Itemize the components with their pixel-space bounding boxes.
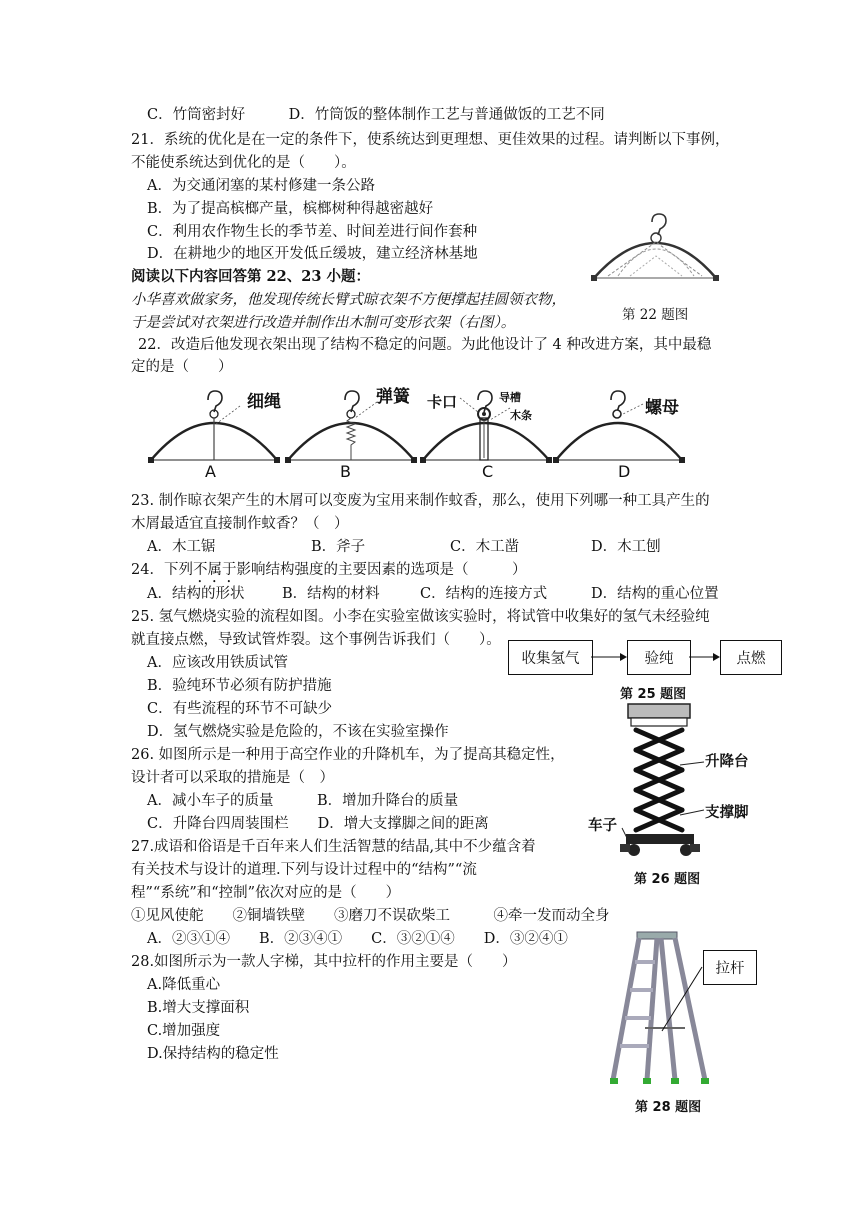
q22-stem-1: 22．改造后他发现衣架出现了结构不稳定的问题。为此他设计了 4 种改进方案，其中最稳: [138, 337, 712, 353]
q28-option-c: C.增加强度: [147, 1023, 221, 1039]
hanger-c-letter: C: [482, 462, 494, 481]
q24-option-d: D．结构的重心位置: [591, 586, 719, 602]
q21-option-a: A．为交通闭塞的某村修建一条公路: [147, 178, 375, 194]
q23-option-a: A．木工锯: [147, 539, 216, 555]
q24-option-a: A．结构的形状: [147, 586, 245, 602]
q21-stem-1: 21．系统的优化是在一定的条件下，使系统达到更理想、更佳效果的过程。请判断以下事例，: [131, 132, 730, 148]
q22-stem-2: 定的是（ ）: [131, 359, 233, 375]
q23-stem-1: 23. 制作晾衣架产生的木屑可以变废为宝用来制作蚊香，那么，使用下列哪一种工具产生的: [131, 493, 710, 509]
intro-line-1: 小华喜欢做家务，他发现传统长臂式晾衣架不方便撑起挂圆领衣物，: [131, 292, 566, 308]
q25-option-a: A．应该改用铁质试管: [147, 655, 288, 671]
q25-option-b: B．验纯环节必须有防护措施: [147, 678, 332, 694]
flow-step-verify: 验纯: [627, 640, 691, 675]
q25-stem-1: 25. 氢气燃烧实验的流程如图。小李在实验室做该实验时，将试管中收集好的氢气未经验纯: [131, 609, 710, 625]
q27-stem-3: 程”“系统”和“控制”依次对应的是（ ）: [131, 885, 401, 901]
q25-stem-2: 就直接点燃，导致试管炸裂。这个事例告诉我们（ ）。: [131, 632, 501, 648]
q27-options: A．②③①④ B．②③④① C．③②①④ D．③②④①: [147, 931, 568, 947]
q24-option-b: B．结构的材料: [282, 586, 380, 602]
flow-step-ignite: 点燃: [720, 640, 782, 675]
fig26-label-car: 车子: [588, 818, 617, 834]
q24-option-c: C．结构的连接方式: [420, 586, 548, 602]
q27-stem-2: 有关技术与设计的道理.下列与设计过程中的“结构”“流: [131, 862, 477, 878]
q23-option-b: B．斧子: [311, 539, 366, 555]
q28-option-b: B.增大支撑面积: [147, 1000, 250, 1016]
hanger-d-letter: D: [618, 462, 631, 481]
hanger-c-label-clip: 卡口: [427, 393, 458, 411]
q23-stem-2: 木屑最适宜直接制作蚊香？（ ）: [131, 516, 349, 532]
hanger-b-letter: B: [340, 462, 351, 481]
hanger-a-label: 细绳: [247, 392, 281, 412]
q21-stem-2: 不能使系统达到优化的是（ ）。: [131, 155, 356, 171]
flow-arrows: [591, 650, 721, 664]
q27-stem-1: 27.成语和俗语是千百年来人们生活智慧的结晶,其中不少蕴含着: [131, 839, 536, 855]
q28-option-d: D.保持结构的稳定性: [147, 1046, 279, 1062]
q26-options-cd: C．升降台四周装围栏 D．增大支撑脚之间的距离: [147, 816, 489, 832]
reading-heading: 阅读以下内容回答第 22、23 小题：: [131, 268, 370, 285]
hanger-a-letter: A: [205, 462, 216, 481]
hanger-c-label-strip: 木条: [510, 409, 532, 422]
q26-stem-1: 26. 如图所示是一种用于高空作业的升降机车，为了提高其稳定性，: [131, 747, 565, 763]
fig26-label-leg: 支撑脚: [705, 805, 749, 821]
q24-stem: 24．下列不属于影响结构强度的主要因素的选项是（ ）: [131, 562, 527, 578]
hanger-b-label: 弹簧: [376, 387, 410, 407]
fig28-label-box: 拉杆: [703, 950, 757, 985]
fig25-caption: 第 25 题图: [620, 687, 687, 702]
hanger-c-label-groove: 导槽: [499, 391, 521, 404]
q26-options-ab: A．减小车子的质量 B．增加升降台的质量: [147, 793, 459, 809]
q25-option-d: D．氢气燃烧实验是危险的，不该在实验室操作: [147, 724, 449, 740]
fig22-hanger-drawing: [590, 212, 720, 302]
q23-option-c: C．木工凿: [450, 539, 520, 555]
intro-line-2: 于是尝试对衣架进行改造并制作出木制可变形衣架（右图）。: [131, 315, 516, 331]
hanger-d-label: 螺母: [645, 398, 679, 418]
q21-option-c: C．利用农作物生长的季节差、时间差进行间作套种: [147, 224, 478, 240]
q21-option-d: D．在耕地少的地区开发低丘缓坡，建立经济林基地: [147, 246, 478, 262]
fig28-caption: 第 28 题图: [635, 1100, 702, 1115]
fig22-caption: 第 22 题图: [622, 307, 689, 323]
q20-options-cd: C．竹筒密封好 D．竹筒饭的整体制作工艺与普通做饭的工艺不同: [147, 107, 605, 123]
q25-option-c: C．有些流程的环节不可缺少: [147, 701, 333, 717]
fig26-caption: 第 26 题图: [634, 872, 701, 887]
q28-option-a: A.降低重心: [147, 977, 221, 993]
q28-stem: 28.如图所示为一款人字梯，其中拉杆的作用主要是（ ）: [131, 954, 517, 970]
fig28-leader-line: [660, 965, 705, 1035]
fig26-label-platform: 升降台: [705, 754, 749, 770]
fig26-leader-lines: [600, 740, 720, 860]
q24-emphasis: 不属于: [192, 562, 237, 578]
q21-option-b: B．为了提高槟榔产量，槟榔树种得越密越好: [147, 201, 434, 217]
flow-step-collect: 收集氢气: [508, 640, 593, 675]
q27-items: ①见风使舵 ②铜墙铁壁 ③磨刀不误砍柴工 ④牵一发而动全身: [131, 908, 610, 924]
q26-stem-2: 设计者可以采取的措施是（ ）: [131, 770, 334, 786]
q23-option-d: D．木工刨: [591, 539, 661, 555]
